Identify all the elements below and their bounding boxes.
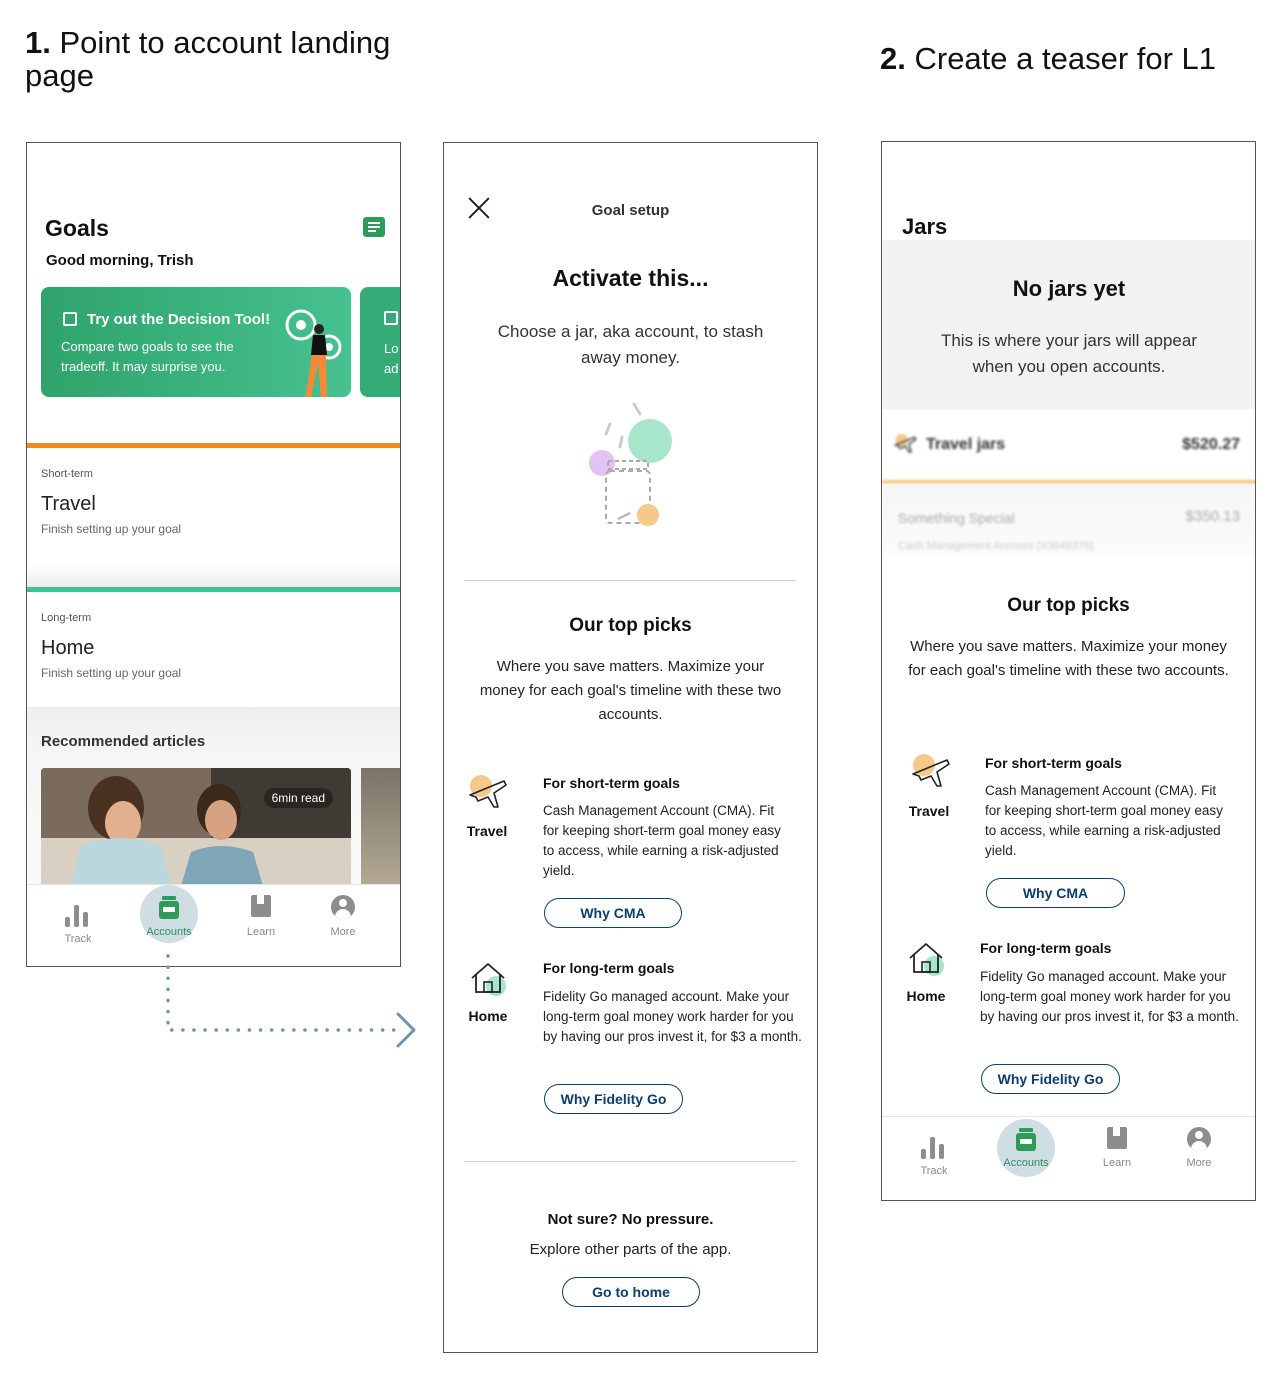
goal-name: Home: [41, 637, 95, 659]
pick-body: Cash Management Account (CMA). Fit for keeping short-term goal money easy to access, while earning a risk-adjusted yield.: [543, 803, 781, 878]
blurred-jar-name: Travel jars: [926, 436, 1006, 453]
goal-name: Travel: [41, 493, 96, 515]
book-icon: [1107, 1127, 1127, 1149]
next-promo-card[interactable]: [360, 287, 401, 397]
jar-illustration: [584, 399, 684, 529]
blurred-jar-amount: $350.13: [1185, 508, 1240, 525]
jar-icon: [159, 896, 179, 919]
short-term-bar: [27, 443, 401, 448]
tab-label: More: [330, 926, 356, 938]
go-to-home-button[interactable]: Go to home: [562, 1277, 700, 1307]
page-title: Jars: [902, 214, 948, 239]
blurred-jar-row: [882, 484, 1256, 556]
blurred-account-name: Cash Management Account (X3648375): [898, 540, 1094, 552]
why-cma-button[interactable]: Why CMA: [986, 878, 1125, 908]
tab-label: Track: [64, 933, 92, 945]
house-icon: [904, 938, 950, 978]
promo-title: Try out the Decision Tool!: [87, 311, 271, 328]
pick-heading: For long-term goals: [543, 960, 675, 976]
chat-icon[interactable]: [363, 217, 385, 237]
goal-type: Long-term: [41, 612, 92, 624]
airplane-icon: [464, 773, 510, 813]
article-photo: [41, 768, 351, 886]
goal-card-home[interactable]: [27, 587, 401, 707]
empty-text: This is where your jars will appear when you open accounts.: [940, 331, 1198, 376]
goal-card-travel[interactable]: [27, 443, 401, 563]
headline: Activate this...: [552, 265, 709, 291]
pick-body: Fidelity Go managed account. Make your long-term goal money work harder for you by having our pros invest it, for $3 a month.: [543, 989, 802, 1044]
goal-setup-screen: [443, 142, 818, 1353]
not-sure-text: Explore other parts of the app.: [529, 1241, 732, 1258]
pick-body: Cash Management Account (CMA). Fit for keeping short-term goal money easy to access, while earning a risk-adjusted yield.: [985, 783, 1223, 858]
empty-title: No jars yet: [1012, 276, 1126, 301]
next-article-image[interactable]: [361, 768, 401, 886]
top-picks-title: Our top picks: [569, 615, 692, 636]
empty-state-panel: [882, 240, 1256, 410]
tab-label: Track: [920, 1165, 948, 1177]
goal-status: Finish setting up your goal: [41, 522, 182, 536]
tab-label: Accounts: [146, 926, 192, 938]
edit-icon: [63, 312, 77, 326]
blurred-jar-amount: $520.27: [1182, 436, 1240, 453]
person-gears-illustration: [285, 303, 347, 397]
article-image[interactable]: [41, 768, 351, 886]
divider: [464, 580, 796, 581]
airplane-icon: [892, 432, 918, 456]
why-cma-button[interactable]: Why CMA: [544, 898, 682, 928]
tab-label: More: [1186, 1157, 1212, 1169]
header-title: Goal setup: [591, 202, 670, 219]
flow-arrow: [160, 950, 430, 1050]
divider-band: [27, 563, 401, 587]
pick-heading: For long-term goals: [980, 940, 1112, 956]
section-title: Recommended articles: [41, 733, 206, 750]
book-icon: [251, 895, 271, 917]
tab-label: Learn: [246, 926, 276, 938]
promo-body: Compare two goals to see the tradeoff. It may surprise you.: [61, 339, 234, 374]
person-icon: [331, 895, 355, 919]
step-1-title: 1. Point to account landing page: [25, 25, 391, 93]
top-picks-title: Our top picks: [1007, 595, 1130, 616]
airplane-icon: [907, 752, 953, 792]
goal-status: Finish setting up your goal: [41, 666, 182, 680]
pick-body: Fidelity Go managed account. Make your long-term goal money work harder for you by having our pros invest it, for $3 a month.: [980, 969, 1239, 1024]
blurred-jar-name: Something Special: [898, 510, 1015, 526]
goals-screen: [26, 142, 401, 967]
pick-heading: For short-term goals: [985, 755, 1122, 771]
not-sure-title: Not sure? No pressure.: [547, 1211, 714, 1228]
greeting: Good morning, Trish: [46, 252, 194, 269]
bar-chart-icon: [65, 905, 91, 927]
blurred-jar-row: [882, 410, 1256, 480]
pick-label-home: Home: [906, 988, 946, 1004]
house-icon: [466, 958, 512, 998]
top-picks-intro: Where you save matters. Maximize your money for each goal's timeline with these two accounts.: [479, 658, 782, 723]
pick-heading: For short-term goals: [543, 775, 680, 791]
decision-tool-card[interactable]: [41, 287, 351, 397]
intro-text: Choose a jar, aka account, to stash away money.: [497, 322, 764, 367]
tab-label: Accounts: [1003, 1157, 1049, 1169]
page-title: Goals: [45, 215, 109, 241]
step-2-title: 2. Create a teaser for L1: [880, 41, 1217, 76]
next-promo-text: Lo ad: [384, 341, 399, 376]
divider: [464, 1161, 796, 1162]
jar-icon: [1016, 1128, 1036, 1151]
read-time-badge: 6min read: [264, 788, 333, 808]
goal-type: Short-term: [41, 468, 93, 480]
bar-chart-icon: [921, 1137, 947, 1159]
top-picks-intro: Where you save matters. Maximize your money for each goal's timeline with these two accounts.: [908, 638, 1229, 679]
jars-screen: [881, 141, 1256, 1201]
tab-label: Learn: [1102, 1157, 1132, 1169]
why-fidelity-go-button[interactable]: Why Fidelity Go: [981, 1064, 1120, 1094]
edit-icon: [384, 311, 398, 325]
pick-label-travel: Travel: [466, 823, 508, 839]
person-icon: [1187, 1127, 1211, 1151]
pick-label-home: Home: [468, 1008, 508, 1024]
why-fidelity-go-button[interactable]: Why Fidelity Go: [544, 1084, 683, 1114]
pick-label-travel: Travel: [908, 803, 950, 819]
long-term-bar: [27, 587, 401, 592]
tab-bar: [882, 1116, 1256, 1201]
